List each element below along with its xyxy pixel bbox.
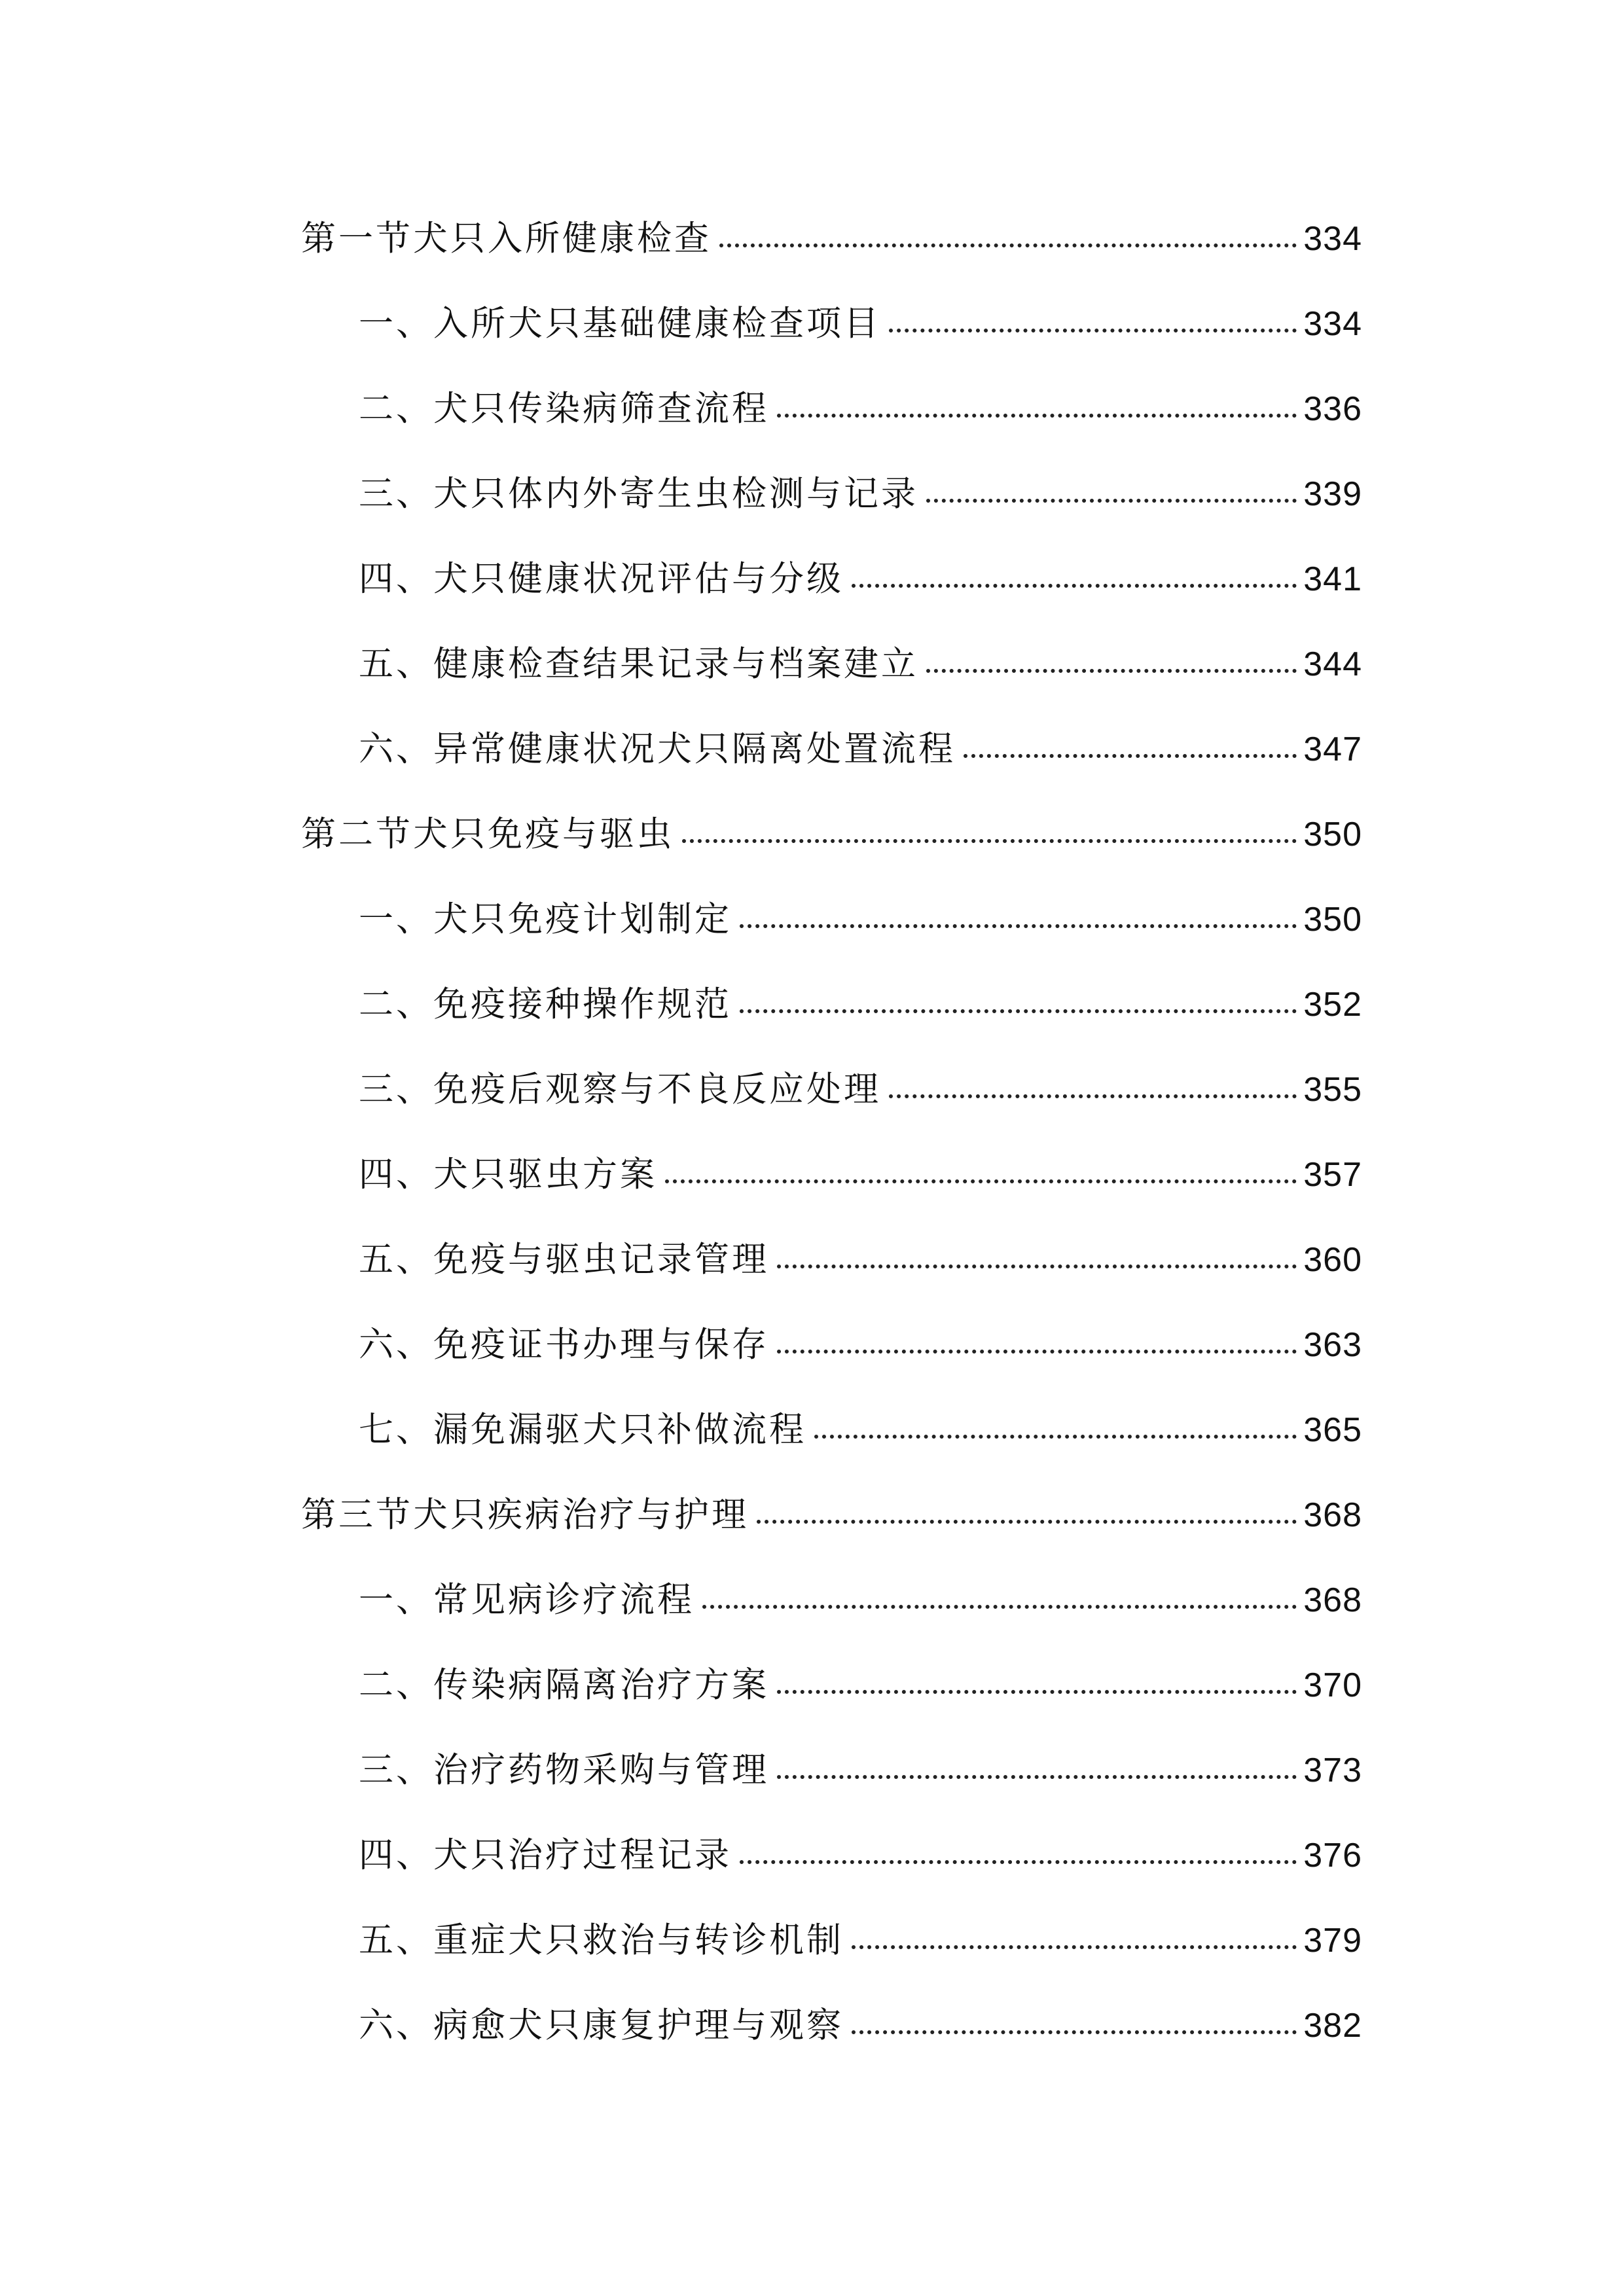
toc-entry-section-2[interactable]	[301, 802, 1362, 867]
toc-entry-page: 355	[1303, 1071, 1362, 1109]
toc-entry-title: 三、犬只体内外寄生虫检测与记录	[359, 474, 918, 514]
toc-entry-page: 382	[1303, 2007, 1362, 2045]
toc-entry-page: 336	[1303, 390, 1362, 428]
dot-leader	[682, 839, 1297, 843]
dot-leader	[814, 1435, 1297, 1439]
toc-entry-page: 350	[1303, 901, 1362, 939]
dot-leader	[926, 669, 1297, 673]
dot-leader	[777, 1775, 1297, 1779]
toc-entry-title: 一、犬只免疫计划制定	[359, 899, 732, 939]
toc-entry[interactable]	[359, 1738, 1362, 1803]
toc-entry[interactable]	[359, 717, 1362, 782]
toc-entry-page: 365	[1303, 1411, 1362, 1449]
toc-entry-title: 七、漏免漏驱犬只补做流程	[359, 1410, 806, 1450]
dot-leader	[702, 1605, 1297, 1609]
toc-entry-title: 第一节犬只入所健康检查	[301, 219, 712, 259]
dot-leader	[665, 1179, 1297, 1183]
toc-entry[interactable]	[359, 1653, 1362, 1718]
toc-entry-page: 368	[1303, 1581, 1362, 1619]
toc-entry[interactable]	[359, 1142, 1362, 1208]
toc-entry[interactable]	[359, 1312, 1362, 1378]
dot-leader	[889, 1094, 1297, 1098]
toc-entry-title: 一、常见病诊疗流程	[359, 1580, 695, 1620]
dot-leader	[852, 1945, 1297, 1949]
dot-leader	[777, 414, 1297, 418]
dot-leader	[889, 329, 1297, 332]
dot-leader	[852, 584, 1297, 588]
dot-leader	[740, 1009, 1297, 1013]
dot-leader	[852, 2030, 1297, 2034]
toc-entry-section-3[interactable]	[301, 1482, 1362, 1548]
toc-entry[interactable]	[359, 1908, 1362, 1973]
dot-leader	[777, 1350, 1297, 1354]
toc-entry-title: 一、入所犬只基础健康检查项目	[359, 304, 881, 344]
toc-entry-page: 334	[1303, 220, 1362, 258]
toc-entry-page: 360	[1303, 1241, 1362, 1279]
toc-entry[interactable]	[359, 291, 1362, 357]
toc-entry-page: 352	[1303, 986, 1362, 1024]
toc-entry-title: 二、犬只传染病筛查流程	[359, 389, 769, 429]
toc-entry-title: 二、免疫接种操作规范	[359, 984, 732, 1024]
toc-entry-title: 四、犬只健康状况评估与分级	[359, 559, 844, 599]
toc-entry-title: 二、传染病隔离治疗方案	[359, 1665, 769, 1705]
toc-entry-page: 368	[1303, 1496, 1362, 1534]
toc-entry[interactable]	[359, 972, 1362, 1037]
dot-leader	[777, 1690, 1297, 1694]
toc-entry-title: 五、重症犬只救治与转诊机制	[359, 1920, 844, 1960]
toc-entry-page: 376	[1303, 1837, 1362, 1874]
toc-entry-page: 347	[1303, 730, 1362, 768]
dot-leader	[964, 754, 1297, 758]
toc-entry-title: 六、异常健康状况犬只隔离处置流程	[359, 729, 956, 769]
toc-entry-title: 第二节犬只免疫与驱虫	[301, 814, 674, 854]
toc-entry-page: 373	[1303, 1751, 1362, 1789]
toc-entry-page: 370	[1303, 1666, 1362, 1704]
toc-entry[interactable]	[359, 547, 1362, 612]
toc-entry-title: 六、免疫证书办理与保存	[359, 1325, 769, 1365]
toc-entry[interactable]	[359, 1568, 1362, 1633]
toc-entry-page: 341	[1303, 560, 1362, 598]
toc-entry[interactable]	[359, 887, 1362, 952]
toc-entry-title: 六、病愈犬只康复护理与观察	[359, 2005, 844, 2045]
toc-entry-page: 339	[1303, 475, 1362, 513]
toc-entry-title: 三、免疫后观察与不良反应处理	[359, 1069, 881, 1109]
toc-entry-title: 五、免疫与驱虫记录管理	[359, 1240, 769, 1280]
toc-entry-section-1[interactable]	[301, 206, 1362, 272]
toc-entry-page: 350	[1303, 816, 1362, 853]
toc-entry-title: 四、犬只驱虫方案	[359, 1155, 657, 1194]
toc-entry-title: 四、犬只治疗过程记录	[359, 1835, 732, 1875]
dot-leader	[777, 1265, 1297, 1268]
toc-entry-title: 五、健康检查结果记录与档案建立	[359, 644, 918, 684]
toc-entry[interactable]	[359, 376, 1362, 442]
dot-leader	[740, 1860, 1297, 1864]
toc-entry[interactable]	[359, 1057, 1362, 1122]
toc-entry[interactable]	[359, 461, 1362, 527]
toc-entry-page: 363	[1303, 1326, 1362, 1364]
dot-leader	[719, 243, 1297, 247]
toc-entry-title: 第三节犬只疾病治疗与护理	[301, 1495, 749, 1535]
toc-entry-page: 357	[1303, 1156, 1362, 1194]
toc-entry[interactable]	[359, 1227, 1362, 1293]
toc-entry-page: 379	[1303, 1922, 1362, 1960]
toc-entry-title: 三、治疗药物采购与管理	[359, 1750, 769, 1790]
toc-entry[interactable]	[359, 1823, 1362, 1888]
toc-entry[interactable]	[359, 1397, 1362, 1463]
toc-entry[interactable]	[359, 632, 1362, 697]
dot-leader	[740, 924, 1297, 928]
dot-leader	[757, 1520, 1297, 1524]
toc-entry-page: 334	[1303, 305, 1362, 343]
toc-entry[interactable]	[359, 1993, 1362, 2058]
dot-leader	[926, 499, 1297, 503]
toc-entry-page: 344	[1303, 645, 1362, 683]
